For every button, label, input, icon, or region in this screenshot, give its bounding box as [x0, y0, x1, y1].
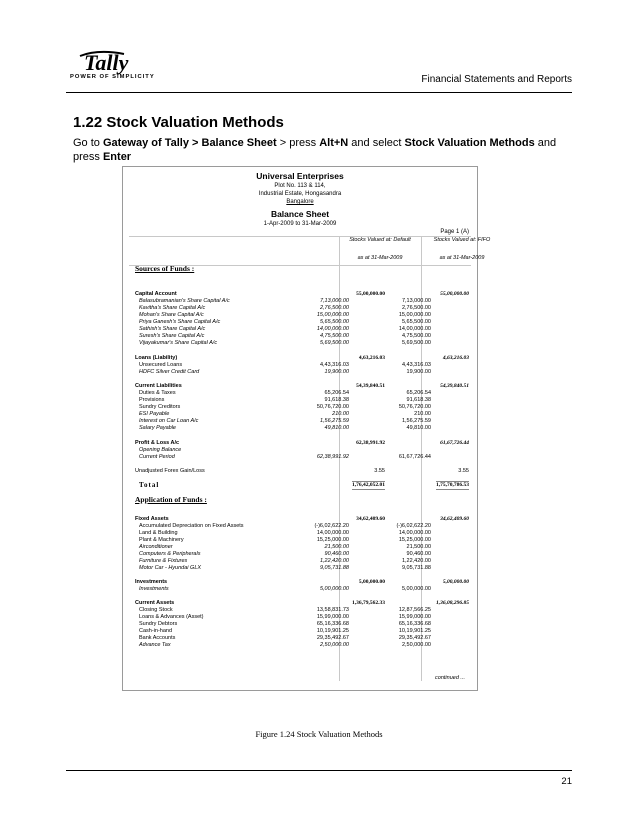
row-amount: 19,900.00	[406, 369, 431, 375]
row-amount: 210.00	[332, 411, 349, 417]
shortcut-key: Alt+N	[319, 137, 349, 149]
row-amount: 1,56,275.59	[401, 418, 431, 424]
row-amount: 2,76,500.00	[319, 305, 349, 311]
row-amount: 4,75,500.00	[401, 333, 431, 339]
section-heading	[123, 265, 477, 273]
row-amount: 15,00,000.00	[316, 312, 349, 318]
row-label: Vijayakumar's Share Capital A/c	[139, 340, 218, 346]
continued-label: continued ...	[435, 675, 465, 681]
row-amount: 62,38,991.92	[356, 440, 385, 446]
row-amount: 12,87,566.25	[398, 607, 431, 613]
row-amount: 210.00	[414, 411, 431, 417]
row-amount: 55,00,000.00	[356, 291, 385, 297]
row-label: Sundry Debtors	[139, 621, 178, 627]
row-label: Application of Funds :	[135, 495, 207, 504]
row-label: Balasubramanian's Share Capital A/c	[139, 298, 230, 304]
ledger-row	[123, 641, 477, 649]
header-divider-top	[129, 236, 471, 237]
row-amount: 14,00,000.00	[398, 326, 431, 332]
row-amount: 61,67,726.44	[440, 440, 469, 446]
row-label: Land & Building	[139, 530, 178, 536]
row-amount: 1,22,420.00	[319, 558, 349, 564]
row-label: Opening Balance	[139, 447, 182, 453]
row-amount: 65,16,336.68	[398, 621, 431, 627]
row-label: Motor Car - Hyundai GLX	[139, 565, 202, 571]
row-amount: 9,05,731.88	[401, 565, 431, 571]
row-amount: 21,500.00	[324, 544, 349, 550]
page-number: 21	[561, 776, 572, 787]
row-label: Investments	[135, 579, 168, 585]
row-amount: 65,206.54	[406, 390, 431, 396]
row-amount: 34,62,409.60	[356, 516, 385, 522]
total-row	[123, 481, 477, 489]
row-label: Current Liabilities	[135, 383, 182, 389]
row-amount: 1,75,70,786.53	[436, 482, 469, 488]
row-amount: 4,75,500.00	[319, 333, 349, 339]
enter-key: Enter	[102, 151, 132, 163]
row-label: Unadjusted Forex Gain/Loss	[135, 468, 205, 474]
row-amount: 21,500.00	[406, 544, 431, 550]
row-amount: 54,39,840.51	[356, 383, 385, 389]
row-label: Current Assets	[135, 600, 175, 606]
row-amount: 29,35,492.67	[398, 635, 431, 641]
row-label: Current Period	[139, 454, 175, 460]
intro-paragraph: Go to Gateway of Tally > Balance Sheet > press Alt+N and select Stock Valuation Methods and press Enter	[73, 137, 557, 163]
row-amount: 15,25,000.00	[398, 537, 431, 543]
row-amount: 5,69,500.00	[401, 340, 431, 346]
row-amount: 7,13,000.00	[319, 298, 349, 304]
row-label: Kavitha's Share Capital A/c	[139, 305, 206, 311]
row-amount: 1,76,42,052.01	[352, 482, 385, 488]
row-amount: 3.55	[374, 468, 385, 474]
row-amount: 14,00,000.00	[316, 530, 349, 536]
row-label: Capital Account	[135, 291, 177, 297]
row-amount: 91,618.38	[406, 397, 431, 403]
row-label: Closing Stock	[139, 607, 173, 613]
header-rule	[66, 92, 572, 93]
row-amount: 5,00,000.00	[442, 579, 469, 585]
as-at-fifo: as at 31-Mar-2009	[439, 255, 485, 261]
ledger-row	[123, 467, 477, 475]
row-label: Bank Accounts	[139, 635, 176, 641]
row-amount: 15,99,000.00	[316, 614, 349, 620]
row-label: Duties & Taxes	[139, 390, 176, 396]
row-amount: 90,460.00	[406, 551, 431, 557]
address-city: Bangalore	[286, 199, 314, 205]
tagline: POWER OF SIMPLICITY	[70, 74, 155, 80]
row-label: Fixed Assets	[135, 516, 169, 522]
row-amount: 14,00,000.00	[316, 326, 349, 332]
row-label: Loans (Liability)	[135, 355, 178, 361]
row-amount: 10,19,901.25	[316, 628, 349, 634]
row-amount: (-)6,02,622.20	[396, 523, 431, 529]
row-label: Plant & Machinery	[139, 537, 184, 543]
row-amount: 5,69,500.00	[319, 340, 349, 346]
page-indicator: Page 1 (A)	[440, 229, 469, 235]
row-amount: 91,618.38	[324, 397, 349, 403]
address-line-1: Plot No. 113 & 114,	[274, 183, 326, 189]
ledger-row	[123, 424, 477, 432]
row-amount: 4,63,216.03	[358, 355, 385, 361]
row-amount: 50,76,720.00	[398, 404, 431, 410]
row-amount: 5,00,000.00	[401, 586, 431, 592]
report-title: Balance Sheet	[270, 209, 330, 219]
report-period: 1-Apr-2009 to 31-Mar-2009	[263, 221, 337, 227]
svg-text:Tally: Tally	[84, 50, 129, 75]
address-line-2: Industrial Estate, Hongasandra	[258, 191, 342, 197]
row-amount: 5,65,500.00	[401, 319, 431, 325]
footer-rule	[66, 770, 572, 771]
row-amount: 50,76,720.00	[316, 404, 349, 410]
section-title: 1.22 Stock Valuation Methods	[73, 114, 284, 131]
row-amount: 15,00,000.00	[398, 312, 431, 318]
row-amount: 55,00,000.00	[440, 291, 469, 297]
row-amount: 15,25,000.00	[316, 537, 349, 543]
row-amount: 29,35,492.67	[316, 635, 349, 641]
row-amount: 49,810.00	[324, 425, 349, 431]
row-amount: (-)6,02,622.20	[314, 523, 349, 529]
row-amount: 2,50,000.00	[319, 642, 349, 648]
row-amount: 15,99,000.00	[398, 614, 431, 620]
row-label: Airconditioner	[139, 544, 173, 550]
row-amount: 65,16,336.68	[316, 621, 349, 627]
row-amount: 62,38,991.92	[316, 454, 349, 460]
option-name: Stock Valuation Methods	[404, 137, 535, 149]
row-amount: 1,36,79,562.33	[352, 600, 385, 606]
row-label: Investments	[139, 586, 169, 592]
row-amount: 61,67,726.44	[398, 454, 431, 460]
row-amount: 14,00,000.00	[398, 530, 431, 536]
row-amount: 10,19,901.25	[398, 628, 431, 634]
row-label: Unsecured Loans	[139, 362, 183, 368]
row-label: Profit & Loss A/c	[135, 440, 180, 446]
row-label: Computers & Peripherals	[139, 551, 201, 557]
column-header-fifo: Stocks Valued at: FIFO	[433, 237, 491, 243]
ledger-row	[123, 564, 477, 572]
row-amount: 2,76,500.00	[401, 305, 431, 311]
as-at-default: as at 31-Mar-2009	[357, 255, 403, 261]
row-label: Sundry Creditors	[139, 404, 181, 410]
row-amount: 1,36,08,296.85	[436, 600, 469, 606]
row-label: ESI Payable	[139, 411, 170, 417]
row-label: Sathish's Share Capital A/c	[139, 326, 206, 332]
row-amount: 5,00,000.00	[358, 579, 385, 585]
menu-path: Gateway of Tally > Balance Sheet	[102, 137, 277, 149]
row-label: Mohan's Share Capital A/c	[139, 312, 204, 318]
column-header-default: Stocks Valued at: Default	[349, 237, 411, 243]
row-label: Priya Ganesh's Share Capital A/c	[139, 319, 221, 325]
row-amount: 19,900.00	[324, 369, 349, 375]
row-amount: 9,05,731.88	[319, 565, 349, 571]
row-amount: 13,58,831.73	[316, 607, 349, 613]
row-label: Loans & Advances (Asset)	[139, 614, 204, 620]
row-label: Suresh's Share Capital A/c	[139, 333, 205, 339]
row-amount: 4,43,316.03	[401, 362, 431, 368]
row-amount: 54,39,840.51	[440, 383, 469, 389]
row-amount: 1,22,420.00	[401, 558, 431, 564]
row-label: Total	[139, 481, 160, 489]
row-amount: 1,56,275.59	[319, 418, 349, 424]
row-label: Cash-in-hand	[139, 628, 173, 634]
row-amount: 4,43,316.03	[319, 362, 349, 368]
row-label: Furniture & Fixtures	[139, 558, 188, 564]
ledger-row	[123, 585, 477, 593]
ledger-row	[123, 339, 477, 347]
ledger-row	[123, 453, 477, 461]
company-name: Universal Enterprises	[256, 171, 344, 181]
row-label: Provisions	[139, 397, 165, 403]
row-amount: 4,63,216.03	[442, 355, 469, 361]
row-amount: 90,460.00	[324, 551, 349, 557]
row-amount: 5,00,000.00	[319, 586, 349, 592]
row-label: Interest on Car Loan A/c	[139, 418, 199, 424]
row-amount: 65,206.54	[324, 390, 349, 396]
ledger-row	[123, 368, 477, 376]
row-label: HDFC Silver Credit Card	[139, 369, 200, 375]
row-label: Salary Payable	[139, 425, 176, 431]
row-amount: 7,13,000.00	[401, 298, 431, 304]
row-label: Accumulated Depreciation on Fixed Assets	[139, 523, 244, 529]
row-label: Advance Tax	[139, 642, 171, 648]
row-amount: 3.55	[458, 468, 469, 474]
row-amount: 2,50,000.00	[401, 642, 431, 648]
row-amount: 5,65,500.00	[319, 319, 349, 325]
balance-sheet-screenshot	[122, 166, 491, 691]
row-amount: 34,62,409.60	[440, 516, 469, 522]
row-label: Sources of Funds :	[135, 264, 195, 273]
row-amount: 49,810.00	[406, 425, 431, 431]
section-heading	[123, 496, 477, 504]
figure-caption: Figure 1.24 Stock Valuation Methods	[255, 729, 383, 739]
chapter-title: Financial Statements and Reports	[421, 74, 572, 85]
